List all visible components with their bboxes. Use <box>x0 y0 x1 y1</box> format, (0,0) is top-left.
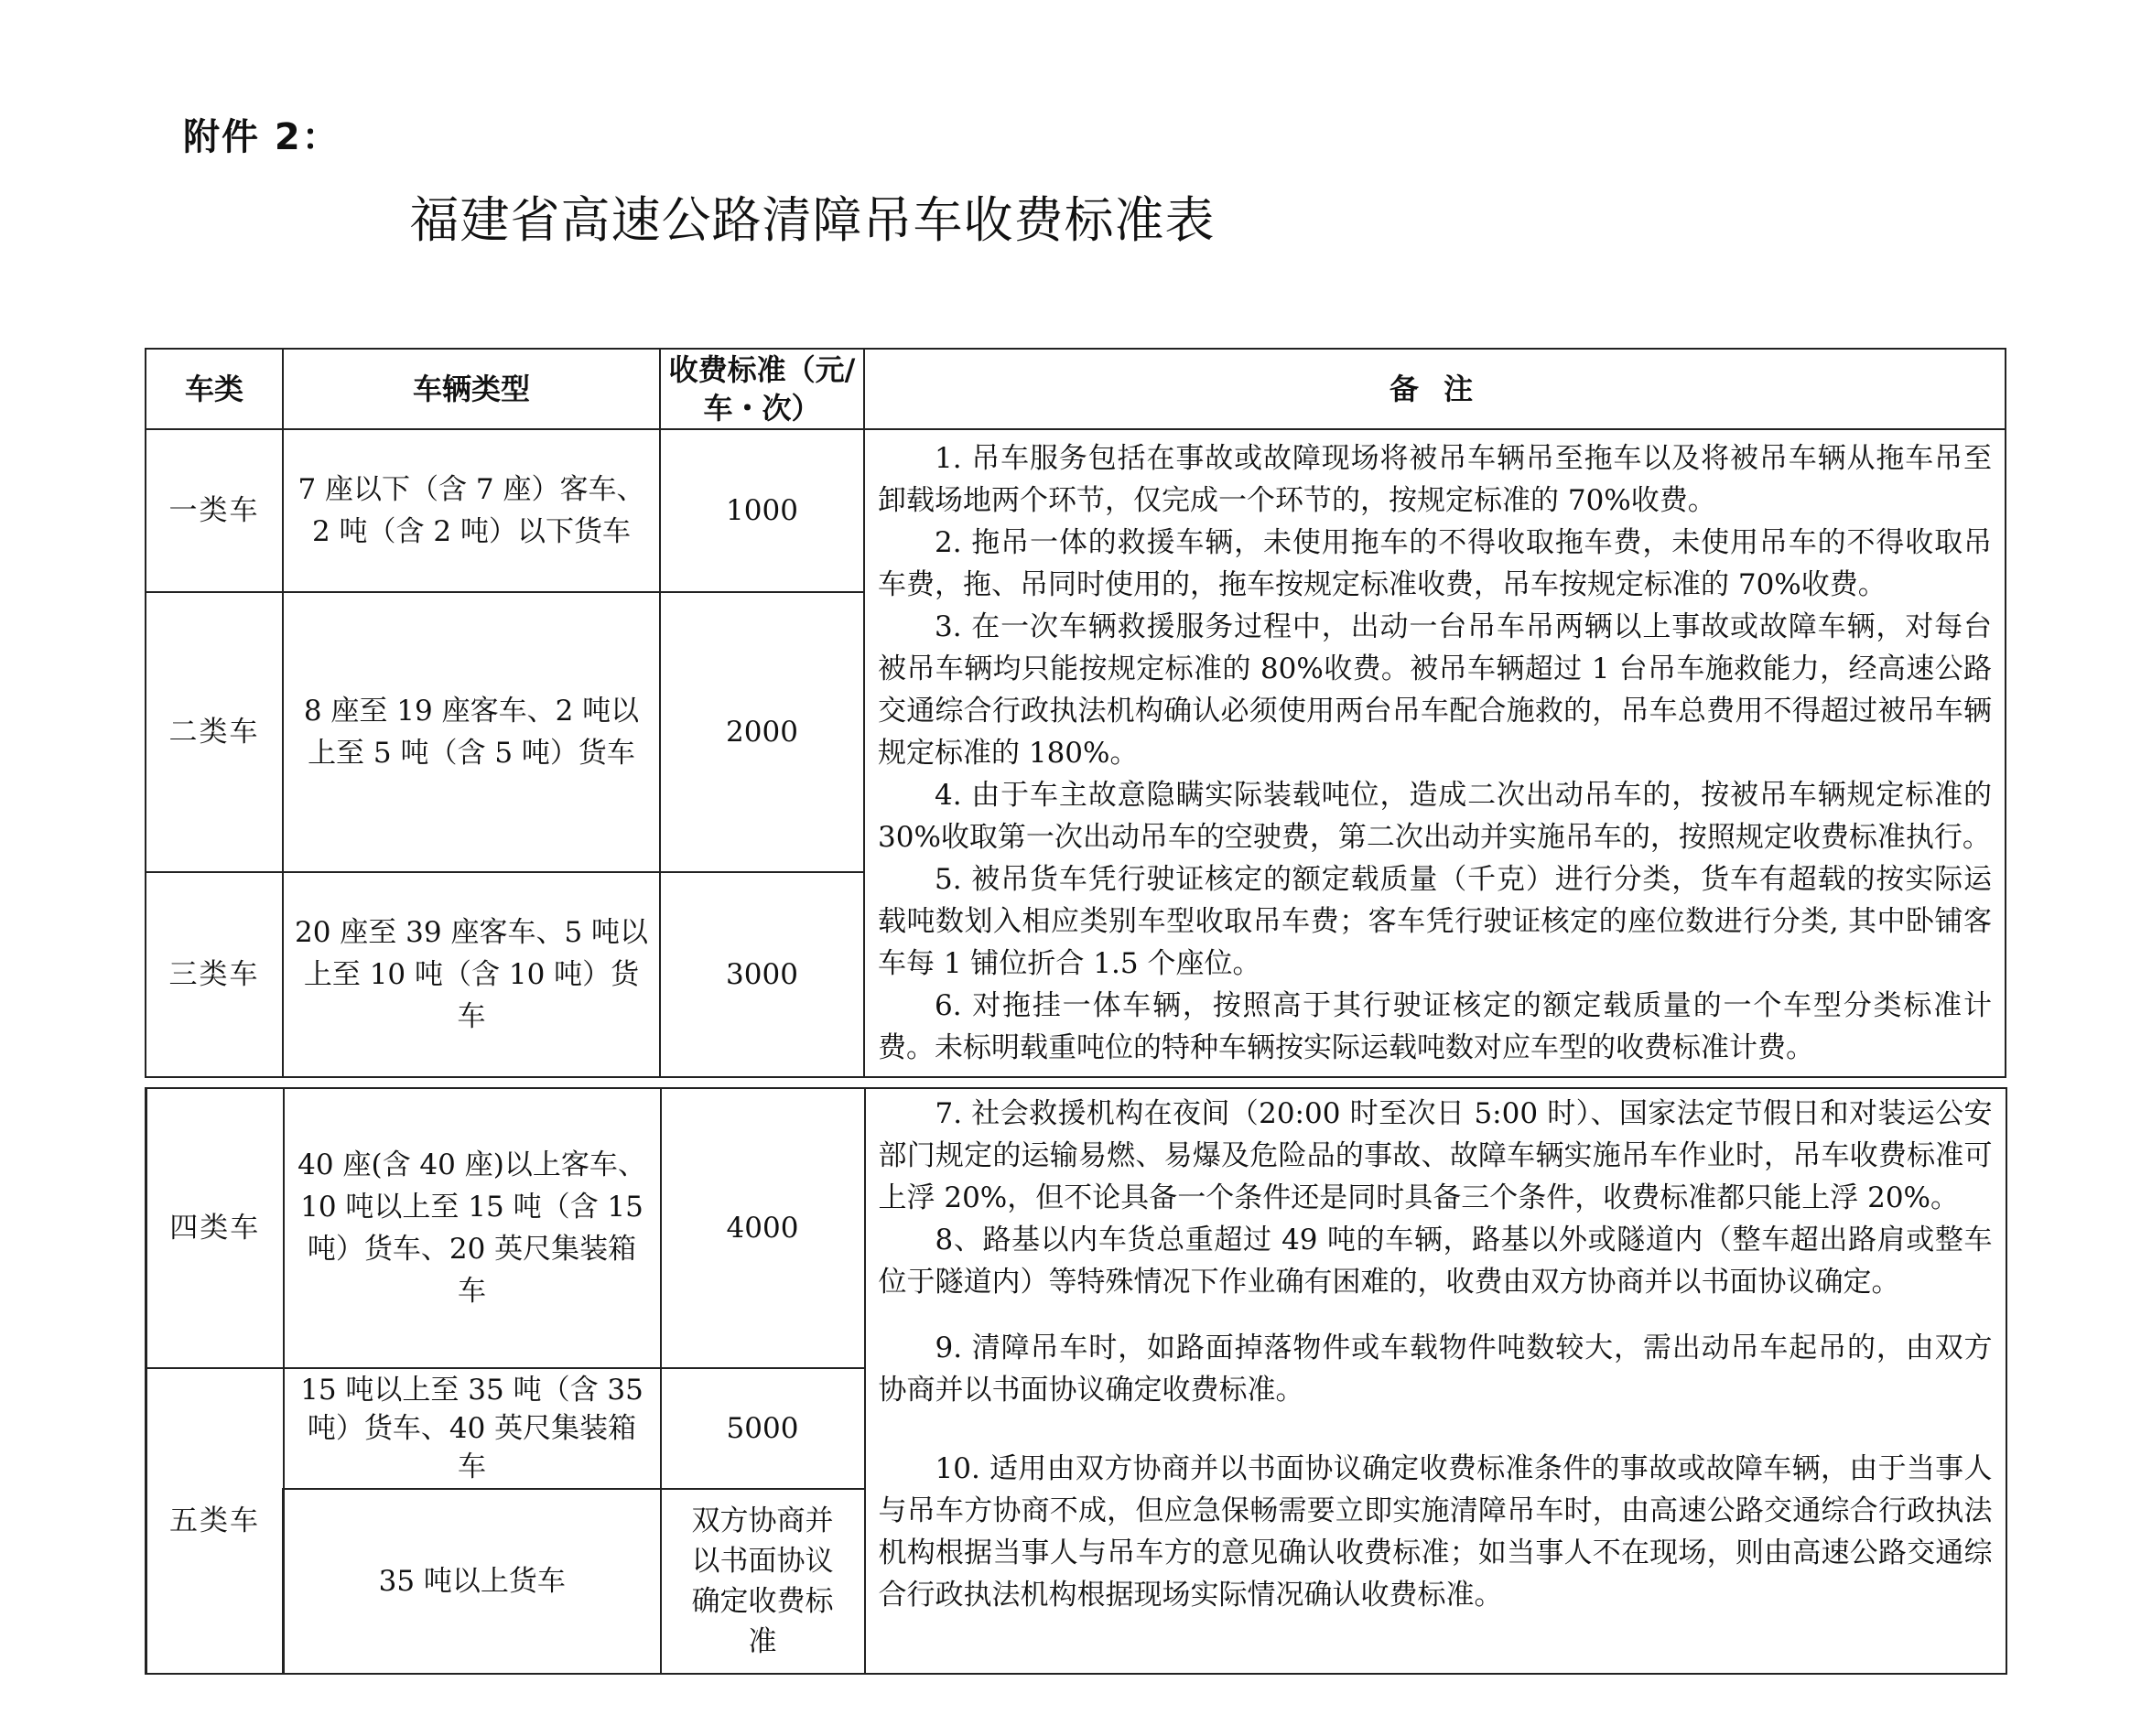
category-cell: 一类车 <box>146 429 283 592</box>
table-row <box>146 1088 2006 1368</box>
remark-item: 10. 适用由双方协商并以书面协议确定收费标准条件的事故或故障车辆，由于当事人与吊车方协商不成，但应急保畅需要立即实施清障吊车时，由高速公路交通综合行政执法机构根据当事人与吊车方的意见确认收费标准；如当事人不在现场，则由高速公路交通综合行政执法机构根据现场实际情况确认收费标准。 <box>878 1452 1993 1612</box>
header-category: 车类 <box>146 349 283 429</box>
remark-item: 1. 吊车服务包括在事故或故障现场将被吊车辆吊至拖车以及将被吊车辆从拖车吊至卸载场地两个环节，仅完成一个环节的，按规定标准的 70%收费。 <box>878 442 1992 517</box>
fee-table-upper <box>145 348 2006 1078</box>
fee-cell: 4000 <box>661 1088 865 1368</box>
vehicle-type-cell: 20 座至 39 座客车、5 吨以上至 10 吨（含 10 吨）货车 <box>283 872 660 1077</box>
page-title <box>0 181 1460 252</box>
header-vehicle-type: 车辆类型 <box>283 349 660 429</box>
header-fee: 收费标准（元/车・次） <box>660 349 864 429</box>
attachment-label: 附件 2： <box>183 116 341 158</box>
table-row <box>146 429 2006 592</box>
category-cell: 五类车 <box>146 1368 284 1674</box>
spacer <box>879 1303 1993 1327</box>
remarks-cell-lower <box>865 1088 2006 1674</box>
remarks-cell-upper <box>864 429 2006 1077</box>
fee-cell: 1000 <box>660 429 864 592</box>
vehicle-type-cell: 8 座至 19 座客车、2 吨以上至 5 吨（含 5 吨）货车 <box>283 592 660 872</box>
spacer <box>879 1411 1993 1448</box>
remark-item: 3. 在一次车辆救援服务过程中，出动一台吊车吊两辆以上事故或故障车辆，对每台被吊车辆均只能按规定标准的 80%收费。被吊车辆超过 1 台吊车施救能力，经高速公路交通综合行政执法机构确认必须使用两台吊车配合施救的，吊车总费用不得超过被吊车辆规定标准的 180%。 <box>878 610 1992 770</box>
category-cell: 二类车 <box>146 592 283 872</box>
page-title-text: 福建省高速公路清障吊车收费标准表 <box>409 191 1216 249</box>
remark-item: 9. 清障吊车时，如路面掉落物件或车载物件吨数较大，需出动吊车起吊的，由双方协商并以书面协议确定收费标准。 <box>878 1332 1993 1407</box>
table-header-row <box>146 349 2006 429</box>
vehicle-type-cell: 15 吨以上至 35 吨（含 35 吨）货车、40 英尺集装箱车 <box>284 1368 661 1489</box>
remark-item: 2. 拖吊一体的救援车辆，未使用拖车的不得收取拖车费，未使用吊车的不得收取吊车费，拖、吊同时使用的，拖车按规定标准收费，吊车按规定标准的 70%收费。 <box>878 526 1992 601</box>
category-cell: 四类车 <box>146 1088 284 1368</box>
fee-cell: 2000 <box>660 592 864 872</box>
remark-item: 6. 对拖挂一体车辆，按照高于其行驶证核定的额定载质量的一个车型分类标准计费。未标明载重吨位的特种车辆按实际运载吨数对应车型的收费标准计费。 <box>878 989 1992 1064</box>
vehicle-type-cell: 40 座(含 40 座)以上客车、10 吨以上至 15 吨（含 15 吨）货车、20 英尺集装箱车 <box>284 1088 661 1368</box>
fee-cell: 3000 <box>660 872 864 1077</box>
fee-cell: 双方协商并以书面协议确定收费标准 <box>661 1489 865 1674</box>
remark-item: 8、路基以内车货总重超过 49 吨的车辆，路基以外或隧道内（整车超出路肩或整车位于隧道内）等特殊情况下作业确有困难的，收费由双方协商并以书面协议确定。 <box>878 1224 1993 1299</box>
remark-item: 5. 被吊货车凭行驶证核定的额定载质量（千克）进行分类，货车有超载的按实际运载吨数划入相应类别车型收取吊车费；客车凭行驶证核定的座位数进行分类, 其中卧铺客车每 1 铺位折合 1.5 个座位。 <box>878 863 1992 980</box>
vehicle-type-cell: 7 座以下（含 7 座）客车、2 吨（含 2 吨）以下货车 <box>283 429 660 592</box>
remark-item: 7. 社会救援机构在夜间（20:00 时至次日 5:00 时）、国家法定节假日和对装运公安部门规定的运输易燃、易爆及危险品的事故、故障车辆实施吊车作业时，吊车收费标准可上浮 20%，但不论具备一个条件还是同时具备三个条件，收费标准都只能上浮 20%。 <box>878 1097 1993 1214</box>
remark-item: 4. 由于车主故意隐瞒实际装载吨位，造成二次出动吊车的，按被吊车辆规定标准的 30%收取第一次出动吊车的空驶费，第二次出动并实施吊车的，按照规定收费标准执行。 <box>878 779 1992 854</box>
fee-table-lower <box>145 1087 2007 1675</box>
header-remarks: 备 注 <box>864 349 2006 429</box>
category-cell: 三类车 <box>146 872 283 1077</box>
fee-cell: 5000 <box>661 1368 865 1489</box>
vehicle-type-cell: 35 吨以上货车 <box>284 1489 661 1674</box>
